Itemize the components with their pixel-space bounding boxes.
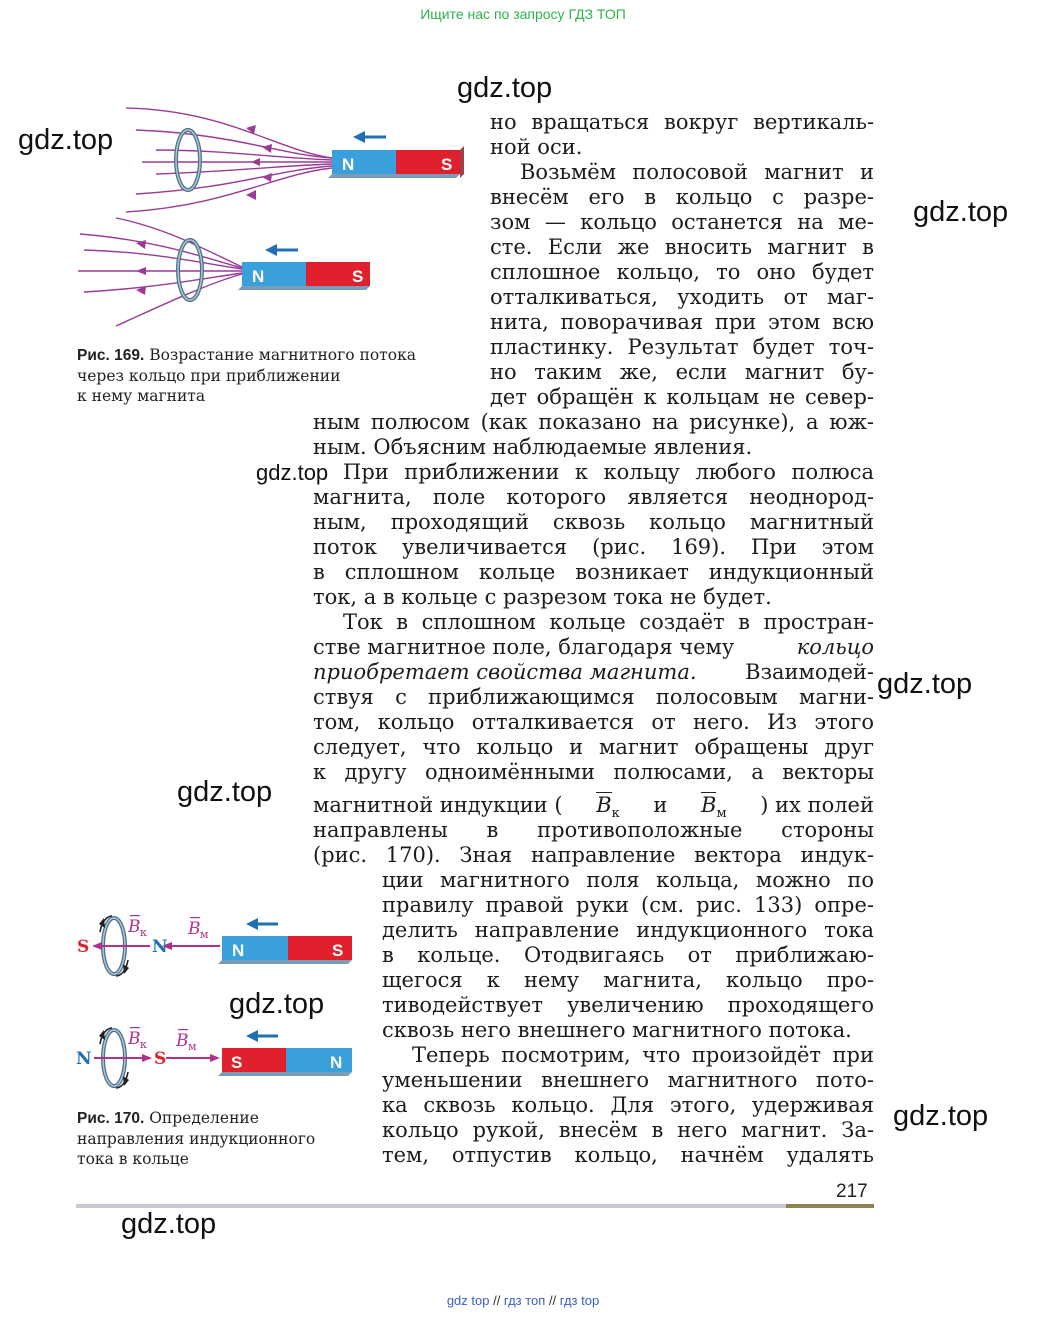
watermark: gdz.top <box>893 1100 989 1132</box>
figure-169 <box>76 100 476 340</box>
text-line: щегося к нему магнита, кольцо про- <box>382 968 874 992</box>
fig170-top-magnet-s: S <box>332 941 344 960</box>
watermark: gdz.top <box>177 776 273 808</box>
watermark: gdz.top <box>877 668 973 700</box>
text-line: дет обращён к кольцам не север- <box>490 385 874 409</box>
footer-link-gdz-top-mixed[interactable]: гдз top <box>559 1293 600 1308</box>
text-line: но таким же, если магнит бу- <box>490 360 874 384</box>
text-segment-italic: приобретает свойства магнита. <box>313 660 697 684</box>
fig170-top-bk-sub: к <box>140 926 147 939</box>
watermark: gdz.top <box>18 124 114 156</box>
text-segment: ) их полей <box>760 793 874 817</box>
text-line: в кольце. Отодвигаясь от приближаю- <box>382 943 874 967</box>
text-line: При приближении к кольцу любого полюса <box>343 460 874 484</box>
text-line: ствуя с приближающимся полосовым магни- <box>313 685 874 709</box>
text-line: правилу правой руки (см. рис. 133) опре- <box>382 893 874 917</box>
fig170-top-bk-label: B <box>128 917 141 937</box>
fig169-caption-line2: через кольцо при приближении <box>77 367 341 385</box>
text-line: Ток в сплошном кольце создаёт в простран- <box>343 610 874 634</box>
text-segment: магнитной индукции ( <box>313 793 563 817</box>
fig170-bottom-magnet-n: N <box>330 1053 343 1072</box>
footer-links <box>0 1293 1046 1308</box>
footer-separator: // <box>489 1293 504 1308</box>
text-segment-italic: кольцо <box>796 635 874 659</box>
footer-rule-accent <box>786 1204 874 1208</box>
text-line: кольцо рукой, внесём в него магнит. За- <box>382 1118 874 1142</box>
text-line: сплошное кольцо, то оно будет <box>490 260 874 284</box>
text-line: ным. Объясним наблюдаемые явления. <box>313 435 753 459</box>
watermark: gdz.top <box>457 72 553 104</box>
vector-bm-sub: м <box>716 806 727 822</box>
text-line: тиводействует увеличению проходящего <box>382 993 874 1017</box>
text-line: ток, а в кольце с разрезом тока не будет. <box>313 585 772 609</box>
fig170-caption-label: Рис. 170. <box>77 1110 145 1127</box>
fig169-south-label-top: S <box>441 155 453 174</box>
text-line: ции магнитного поля кольца, можно по <box>382 868 874 892</box>
text-line: пластинку. Результат будет точ- <box>490 335 874 359</box>
fig170-top-bm-label: B <box>188 919 201 939</box>
text-line: тем, отпустив кольцо, начнём удалять <box>382 1143 874 1167</box>
figure-170-caption <box>77 1108 367 1169</box>
fig170-bottom-bm-label: B <box>176 1031 189 1051</box>
text-line: к другу одноимёнными полюсами, а векторы <box>313 760 874 784</box>
fig170-top-bm-sub: м <box>200 928 209 941</box>
text-line: нита, поворачивая при этом всю <box>490 310 874 334</box>
fig170-top-magnet-n: N <box>232 941 245 960</box>
fig170-top-n-label: N <box>152 937 168 957</box>
text-line: Теперь посмотрим, что произойдёт при <box>412 1043 874 1067</box>
watermark: gdz.top <box>256 460 329 485</box>
text-line <box>313 635 874 660</box>
fig170-caption-line2: направления индукционного <box>77 1130 316 1148</box>
fig169-caption-label: Рис. 169. <box>77 347 145 364</box>
footer-link-gdz-top[interactable]: gdz top <box>446 1293 490 1308</box>
page-number: 217 <box>836 1181 868 1202</box>
fig170-bottom-bk-label: B <box>128 1029 141 1049</box>
text-line: магнита, поле которого является неоднород- <box>313 485 874 509</box>
text-line: поток увеличивается (рис. 169). При этом <box>313 535 874 559</box>
watermark: gdz.top <box>913 196 1009 228</box>
text-line: внесём его в кольцо с разре- <box>490 185 874 209</box>
vector-bm-symbol: B <box>701 793 717 817</box>
watermark: gdz.top <box>229 988 325 1020</box>
text-line: делить направление индукционного тока <box>382 918 874 942</box>
text-line: Возьмём полосовой магнит и <box>520 160 874 184</box>
text-segment: и <box>653 793 668 817</box>
vector-bk-sub: к <box>611 806 620 822</box>
fig170-caption-line1: Определение <box>144 1109 259 1127</box>
text-line: том, кольцо отталкивается от него. Из этого <box>313 710 874 734</box>
text-line: отталкиваться, уходить от маг- <box>490 285 874 309</box>
text-line: ным, проходящий сквозь кольцо магнитный <box>313 510 874 534</box>
text-line: следует, что кольцо и магнит обращены друг <box>313 735 874 759</box>
text-line: в сплошном кольце возникает индукционный <box>313 560 874 584</box>
watermark: gdz.top <box>121 1208 217 1240</box>
text-segment: Взаимодей- <box>745 660 874 684</box>
text-segment: стве магнитное поле, благодаря чему <box>313 635 735 659</box>
top-banner: Ищите нас по запросу ГДЗ ТОП <box>420 6 626 22</box>
fig170-bottom-n-label: N <box>76 1049 92 1069</box>
text-line: сте. Если же вносить магнит в <box>490 235 874 259</box>
text-line: (рис. 170). Зная направление вектора индук- <box>313 843 874 867</box>
fig170-bottom-magnet-s: S <box>231 1053 243 1072</box>
fig170-bottom-s-label: S <box>154 1049 167 1069</box>
fig170-top-s-label: S <box>77 937 90 957</box>
text-line: уменьшении внешнего магнитного пото- <box>382 1068 874 1092</box>
text-line: ным полюсом (как показано на рисунке), а юж- <box>313 410 874 434</box>
fig170-bottom-bm-sub: м <box>188 1040 197 1053</box>
text-line <box>313 660 874 685</box>
vector-bk-symbol: B <box>596 793 612 817</box>
text-line <box>313 793 874 822</box>
fig170-caption-line3: тока в кольце <box>77 1150 189 1168</box>
fig170-bottom-bk-sub: к <box>140 1038 147 1051</box>
fig169-south-label-bottom: S <box>352 267 364 286</box>
fig169-north-label-top: N <box>342 155 355 174</box>
fig169-caption-line3: к нему магнита <box>77 387 206 405</box>
text-line: направлены в противоположные стороны <box>313 818 874 842</box>
text-line: зом — кольцо останется на ме- <box>490 210 874 234</box>
figure-169-caption <box>77 345 467 406</box>
footer-link-gdz-top-ru[interactable]: гдз топ <box>503 1293 546 1308</box>
fig169-caption-line1: Возрастание магнитного потока <box>144 346 417 364</box>
text-line: сквозь него внешнего магнитного потока. <box>382 1018 852 1042</box>
fig169-north-label-bottom: N <box>252 267 265 286</box>
text-line: ка сквозь кольцо. Для этого, удерживая <box>382 1093 874 1117</box>
footer-separator: // <box>545 1293 560 1308</box>
text-line: но вращаться вокруг вертикаль- <box>490 110 874 134</box>
text-line: ной оси. <box>490 135 583 159</box>
